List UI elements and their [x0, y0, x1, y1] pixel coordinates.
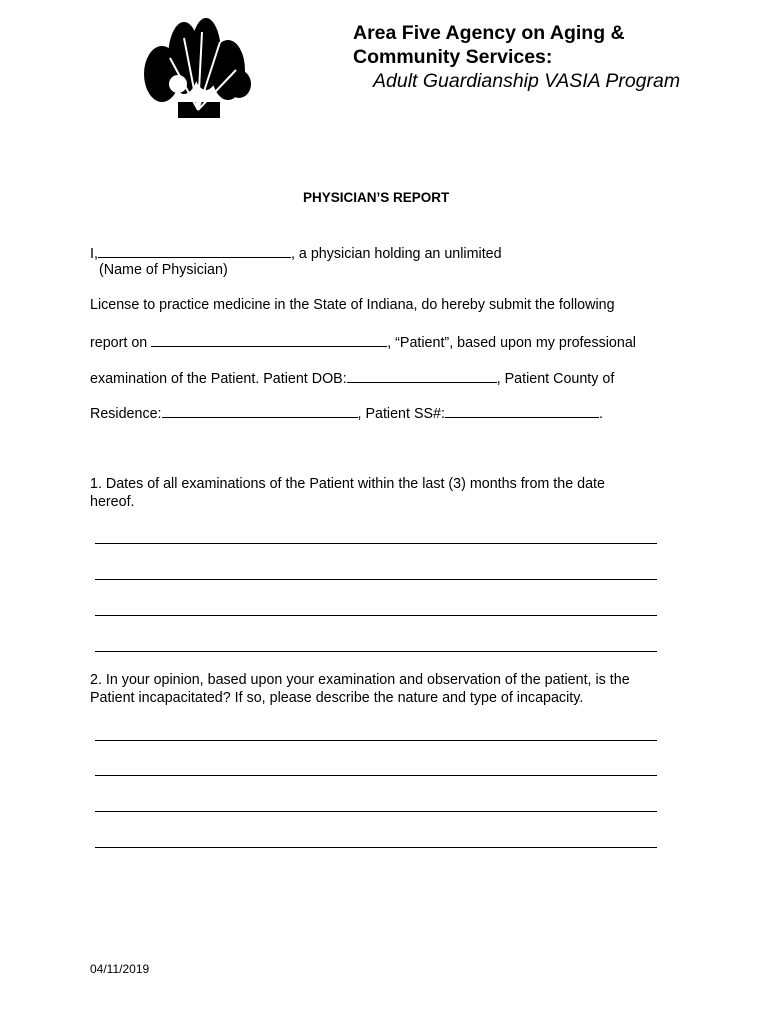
intro-line-1	[90, 244, 502, 262]
report-on-label: report on	[90, 335, 148, 351]
intro-line-3	[90, 333, 636, 351]
report-title: PHYSICIAN’S REPORT	[303, 190, 450, 205]
question-2-line-1: 2. In your opinion, based upon your examination and observation of the patient, is the	[90, 672, 630, 688]
physician-name-caption: (Name of Physician)	[99, 262, 228, 278]
county-label: , Patient County of	[496, 371, 615, 387]
ssn-period: .	[598, 406, 603, 422]
footer-date: 04/11/2019	[90, 962, 150, 976]
agency-name-line1: Area Five Agency on Aging &	[353, 22, 625, 44]
question-2-answer-line[interactable]	[95, 775, 657, 776]
intro-prefix: I,	[90, 246, 98, 262]
patient-residence-field[interactable]	[162, 404, 358, 418]
ssn-label: , Patient SS#:	[357, 406, 445, 422]
question-2-answer-line[interactable]	[95, 811, 657, 812]
intro-line-5	[90, 404, 603, 422]
question-1-answer-line[interactable]	[95, 579, 657, 580]
intro-after-name: , a physician holding an unlimited	[290, 246, 502, 262]
question-2-answer-line[interactable]	[95, 847, 657, 848]
dob-label: examination of the Patient. Patient DOB:	[90, 371, 347, 387]
question-1-answer-line[interactable]	[95, 615, 657, 616]
question-1-answer-line[interactable]	[95, 651, 657, 652]
question-1-answer-line[interactable]	[95, 543, 657, 544]
patient-dob-field[interactable]	[347, 369, 497, 383]
agency-name-line2: Community Services:	[353, 46, 553, 68]
patient-suffix: , “Patient”, based upon my professional	[387, 335, 636, 351]
patient-name-field[interactable]	[151, 333, 387, 347]
program-name: Adult Guardianship VASIA Program	[373, 70, 681, 92]
patient-ssn-field[interactable]	[445, 404, 599, 418]
question-2-answer-line[interactable]	[95, 740, 657, 741]
intro-line-2: License to practice medicine in the State of Indiana, do hereby submit the following	[90, 297, 615, 313]
question-2-line-2: Patient incapacitated? If so, please describe the nature and type of incapacity.	[90, 690, 584, 706]
shell-logo-icon	[140, 18, 252, 120]
residence-label: Residence:	[90, 406, 162, 422]
physician-name-field[interactable]	[98, 244, 291, 258]
question-1-line-1: 1. Dates of all examinations of the Patient within the last (3) months from the date	[90, 476, 605, 492]
question-1-line-2: hereof.	[90, 494, 135, 510]
intro-line-4	[90, 369, 614, 387]
